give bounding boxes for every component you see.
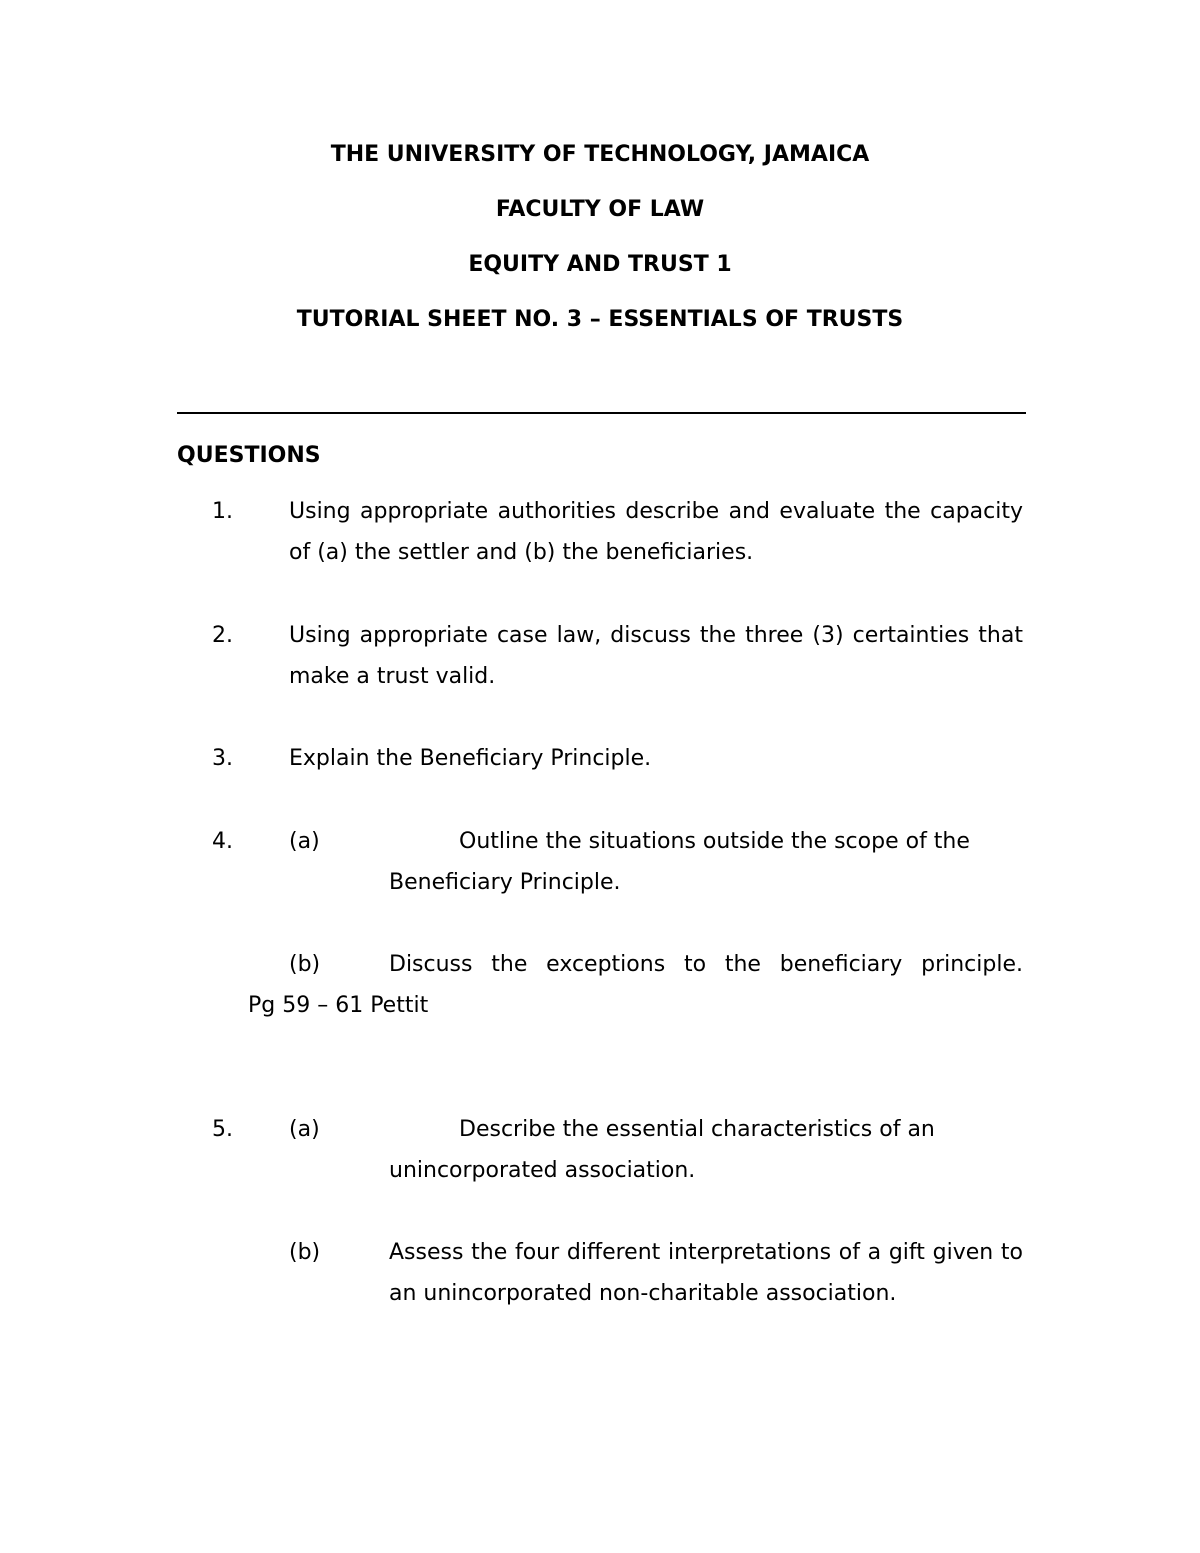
part-label: (a) bbox=[289, 1117, 320, 1142]
tutorial-sheet-title: TUTORIAL SHEET NO. 3 – ESSENTIALS OF TRUSTS bbox=[296, 307, 904, 332]
part-text: Describe the essential characteristics of an unincorporated association. bbox=[389, 1117, 935, 1183]
question-text: Using appropriate case law, discuss the three (3) certainties that make a trust valid. bbox=[289, 623, 1023, 689]
question-number: 2. bbox=[212, 623, 233, 648]
course-title: EQUITY AND TRUST 1 bbox=[468, 252, 732, 277]
question-number: 4. bbox=[212, 829, 233, 854]
part-text: Discuss the exceptions to the beneficiary principle. bbox=[389, 952, 1023, 977]
part-text: Outline the situations outside the scope of the Beneficiary Principle. bbox=[389, 829, 970, 895]
horizontal-divider bbox=[177, 412, 1026, 414]
question-number: 5. bbox=[212, 1117, 233, 1142]
part-label: (b) bbox=[289, 1240, 321, 1265]
question-number: 1. bbox=[212, 499, 233, 524]
part-text: Assess the four different interpretations of a gift given to an unincorporated non-charitable association. bbox=[389, 1240, 1023, 1306]
questions-heading: QUESTIONS bbox=[177, 443, 321, 468]
part-label: (b) bbox=[289, 952, 321, 977]
part-label: (a) bbox=[289, 829, 320, 854]
university-title: THE UNIVERSITY OF TECHNOLOGY, JAMAICA bbox=[330, 142, 870, 167]
question-text: Using appropriate authorities describe and evaluate the capacity of (a) the settler and (b) the beneficiaries. bbox=[289, 499, 1023, 565]
question-text: Explain the Beneficiary Principle. bbox=[289, 746, 652, 771]
reference-note: Pg 59 – 61 Pettit bbox=[248, 993, 429, 1018]
faculty-title: FACULTY OF LAW bbox=[495, 197, 705, 222]
question-number: 3. bbox=[212, 746, 233, 771]
